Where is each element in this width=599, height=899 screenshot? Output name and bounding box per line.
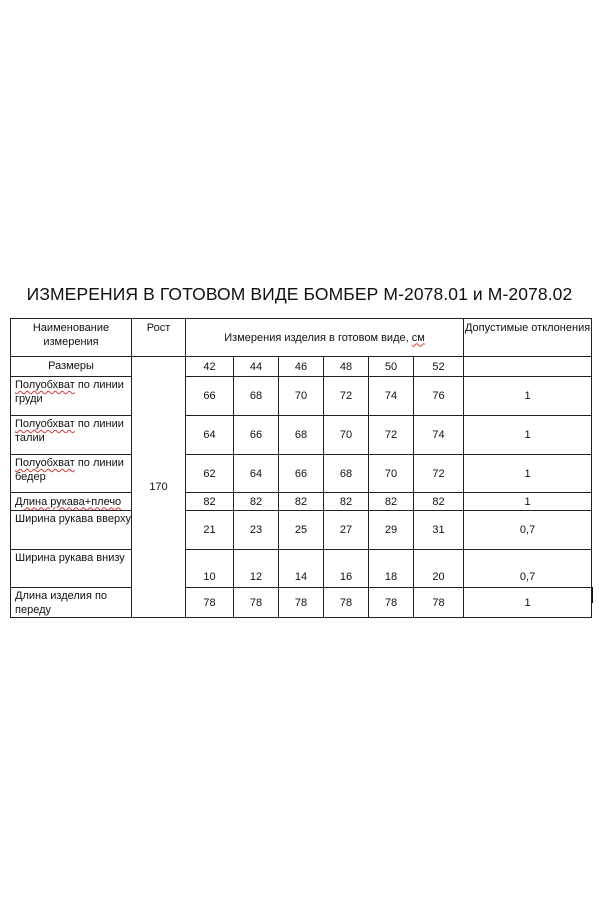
value-cell: 78 (279, 588, 324, 618)
value-cell: 74 (369, 377, 414, 416)
value-cell: 70 (369, 455, 414, 493)
size-cell: 44 (234, 357, 279, 377)
header-tolerance-label: Допустимые отклонения (464, 322, 591, 334)
header-row (11, 319, 592, 357)
row-name-rest: по линии груди (15, 379, 124, 405)
table-row (11, 455, 592, 493)
header-measure-label: Измерения изделия в готовом виде, (224, 331, 412, 344)
value-cell: 25 (279, 511, 324, 550)
row-name-main: Полуобхват (15, 379, 75, 391)
value-cell: 72 (369, 416, 414, 455)
text-cursor (592, 587, 593, 603)
value-cell: 76 (414, 377, 464, 416)
tolerance-cell: 1 (464, 493, 592, 511)
row-name-rest: по линии талии (15, 418, 124, 444)
tolerance-cell: 1 (464, 455, 592, 493)
value-cell: 21 (186, 511, 234, 550)
value-cell: 29 (369, 511, 414, 550)
header-tolerance-cell (464, 319, 592, 357)
row-name-cell (11, 550, 132, 588)
row-name-cell (11, 416, 132, 455)
table-row (11, 550, 592, 588)
size-cell: 52 (414, 357, 464, 377)
value-cell: 27 (324, 511, 369, 550)
value-cell: 70 (324, 416, 369, 455)
value-cell: 64 (234, 455, 279, 493)
value-cell: 31 (414, 511, 464, 550)
row-name-main: Полуобхват (15, 457, 75, 469)
value-cell: 72 (324, 377, 369, 416)
row-name-main: Ширина рукава вверху (15, 513, 131, 525)
row-name-rest: по линии бедер (15, 457, 124, 483)
header-name-cell (11, 319, 132, 357)
row-name-cell (11, 377, 132, 416)
table-row (11, 416, 592, 455)
sizes-row (11, 357, 592, 377)
table-row (11, 493, 592, 511)
value-cell: 78 (186, 588, 234, 618)
value-cell: 78 (414, 588, 464, 618)
value-cell: 64 (186, 416, 234, 455)
size-cell: 48 (324, 357, 369, 377)
value-cell: 62 (186, 455, 234, 493)
value-cell: 12 (234, 550, 279, 588)
row-name-cell (11, 455, 132, 493)
height-cell (132, 357, 186, 618)
height-value: 170 (149, 481, 168, 493)
tolerance-cell: 1 (464, 377, 592, 416)
sizes-label: Размеры (48, 360, 94, 372)
value-cell: 18 (369, 550, 414, 588)
header-height-cell (132, 319, 186, 357)
row-name-cell (11, 511, 132, 550)
row-name-main: Ширина рукава внизу (15, 552, 125, 564)
row-name-cell (11, 588, 132, 618)
value-cell: 20 (414, 550, 464, 588)
value-cell: 82 (279, 493, 324, 511)
page-title: ИЗМЕРЕНИЯ В ГОТОВОМ ВИДЕ БОМБЕР М-2078.01 и М-2078.02 (26, 284, 573, 304)
row-name-cell (11, 493, 132, 511)
value-cell: 78 (324, 588, 369, 618)
value-cell: 10 (186, 550, 234, 588)
value-cell: 23 (234, 511, 279, 550)
tolerance-cell: 0,7 (464, 550, 592, 588)
table-row (11, 588, 592, 618)
table-row (11, 511, 592, 550)
tolerance-cell: 0,7 (464, 511, 592, 550)
value-cell: 68 (234, 377, 279, 416)
measurements-table (10, 318, 592, 618)
value-cell: 72 (414, 455, 464, 493)
header-measure-cell (186, 319, 464, 357)
header-measure-unit: см (411, 331, 425, 344)
size-cell: 42 (186, 357, 234, 377)
tolerance-empty-cell (464, 357, 592, 377)
value-cell: 78 (369, 588, 414, 618)
value-cell: 66 (279, 455, 324, 493)
value-cell: 68 (279, 416, 324, 455)
value-cell: 82 (324, 493, 369, 511)
value-cell: 66 (234, 416, 279, 455)
value-cell: 82 (414, 493, 464, 511)
value-cell: 82 (234, 493, 279, 511)
table-row (11, 377, 592, 416)
size-cell: 46 (279, 357, 324, 377)
size-cell: 50 (369, 357, 414, 377)
tolerance-cell: 1 (464, 416, 592, 455)
header-height-label: Рост (146, 322, 171, 334)
value-cell: 70 (279, 377, 324, 416)
row-name-main: Полуобхват (15, 418, 75, 430)
value-cell: 78 (234, 588, 279, 618)
value-cell: 66 (186, 377, 234, 416)
value-cell: 16 (324, 550, 369, 588)
value-cell: 68 (324, 455, 369, 493)
sizes-label-cell (11, 357, 132, 377)
tolerance-cell: 1 (464, 588, 592, 618)
row-name-main: Длина изделия по переду (15, 590, 108, 616)
value-cell: 82 (369, 493, 414, 511)
value-cell: 82 (186, 493, 234, 511)
row-name-main: Длина рукава+плечо (15, 495, 122, 508)
value-cell: 74 (414, 416, 464, 455)
header-name-label: Наименование измерения (32, 322, 110, 348)
value-cell: 14 (279, 550, 324, 588)
